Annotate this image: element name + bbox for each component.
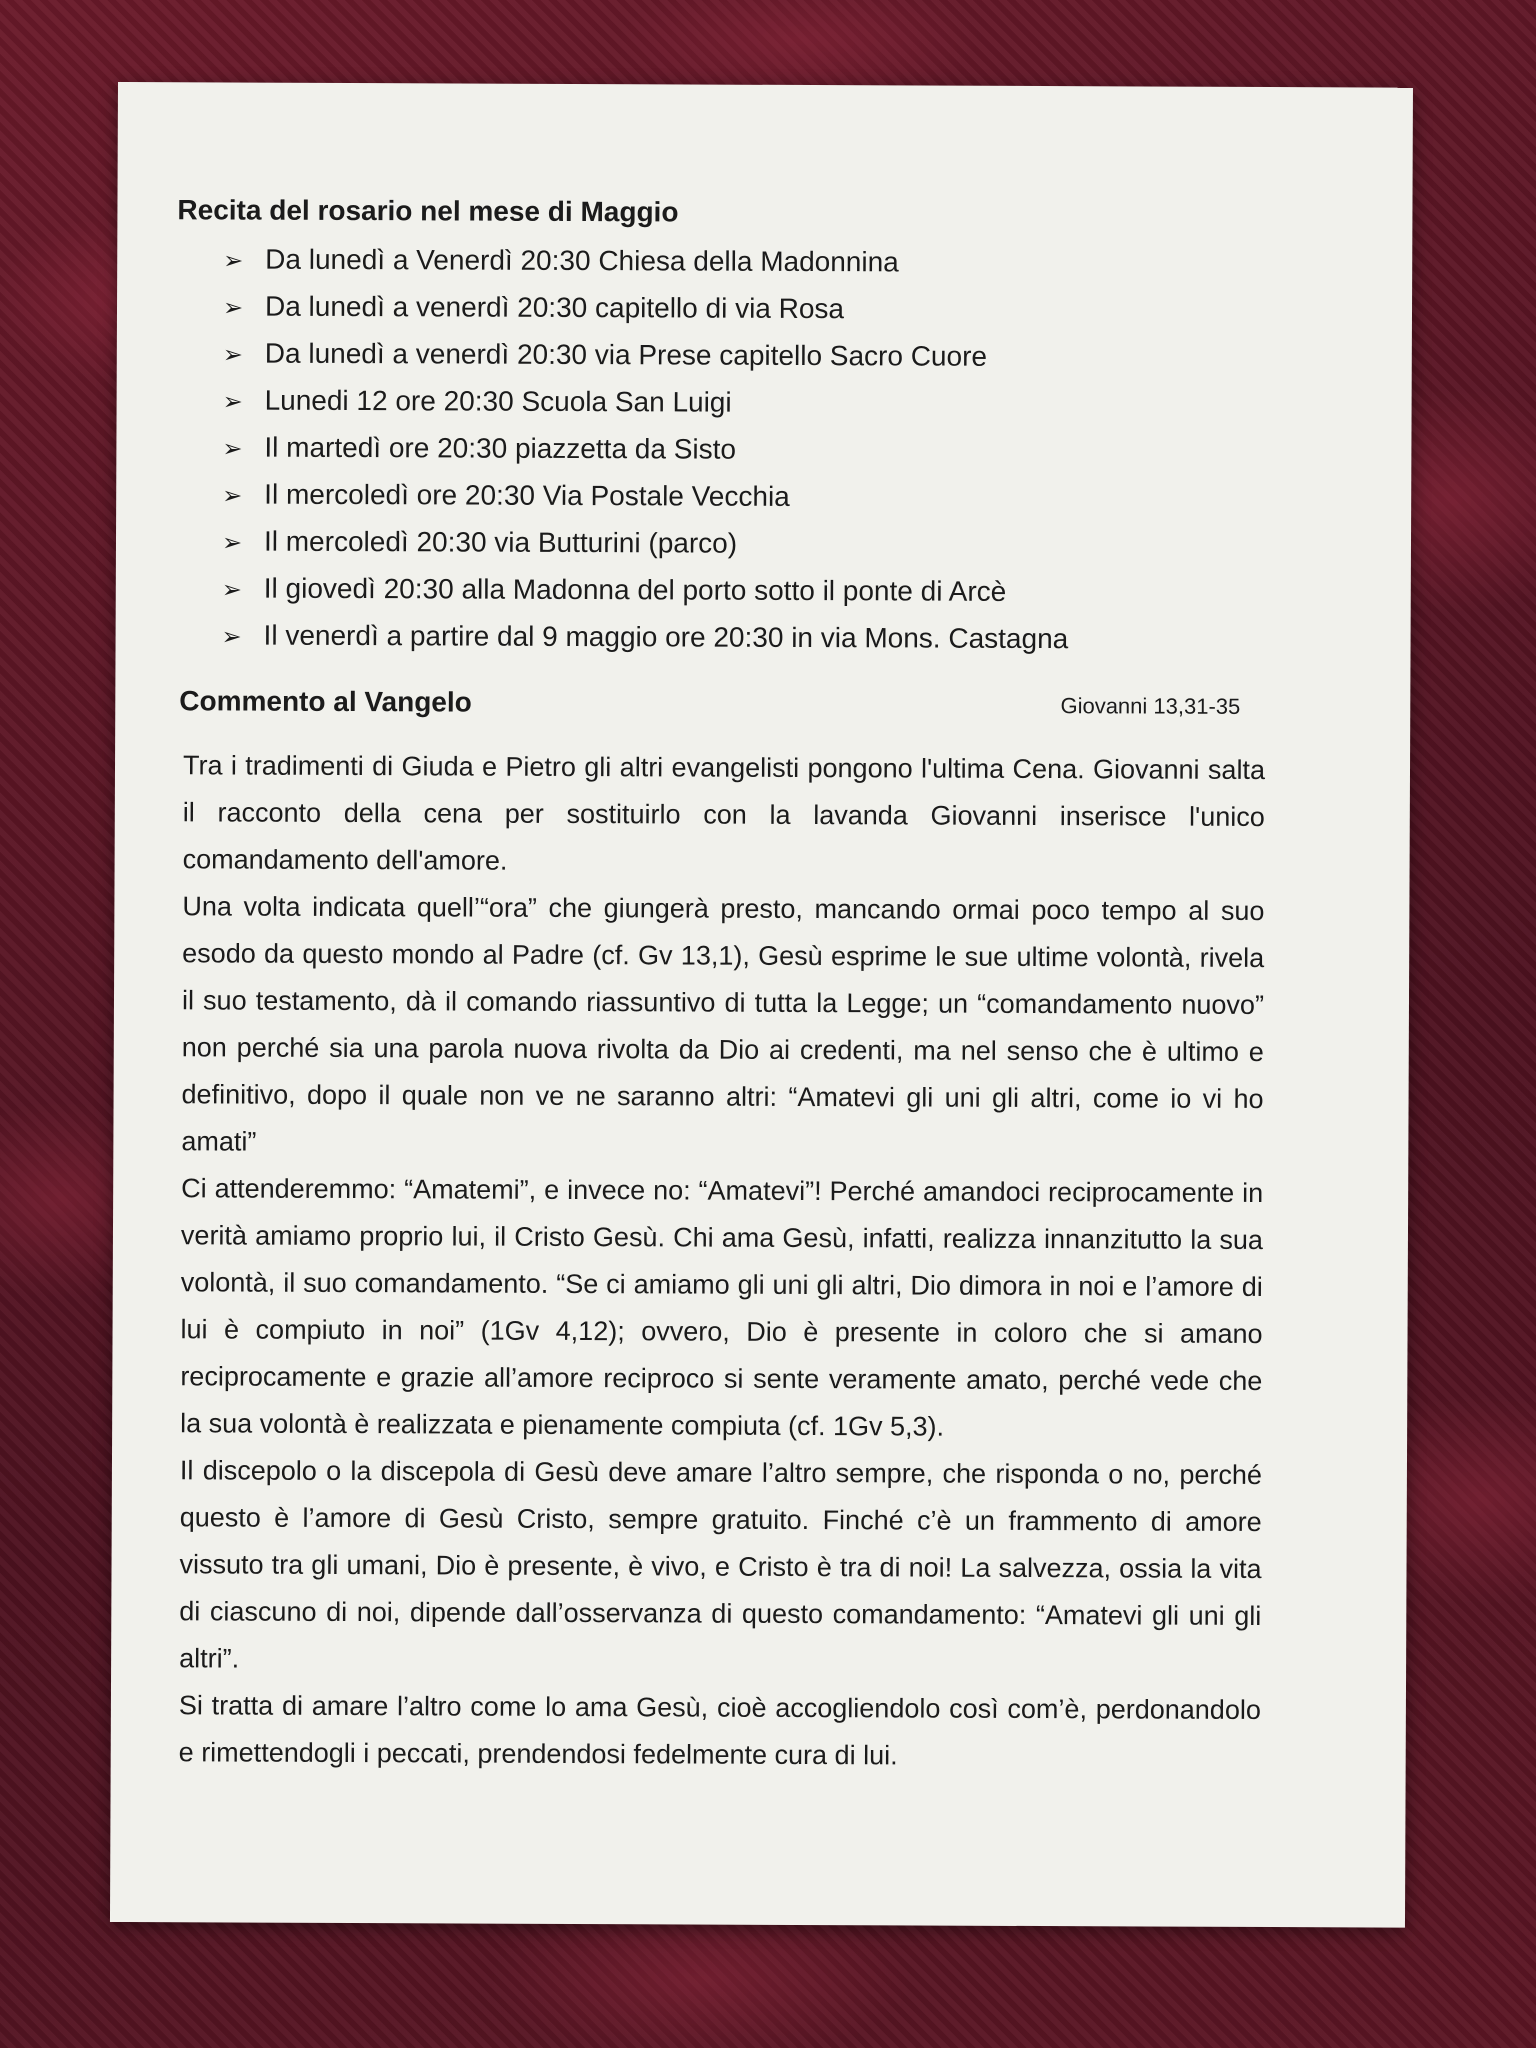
schedule-item-text: Da lunedì a Venerdì 20:30 Chiesa della Madonnina <box>265 243 899 278</box>
schedule-item <box>223 282 1070 333</box>
commentary-paragraph: Ci attenderemmo: “Amatemi”, e invece no: “Amatevi”! Perché amandoci reciprocamente in verità amiamo proprio lui, il Cristo Gesù. Chi ama Gesù, infatti, realizza innanzitutto la sua volontà, il suo comandamento. “Se ci amiamo gli uni gli altri, Dio dimora in noi e l’amore di lui è compiuto in noi” (1Gv 4,12); ovvero, Dio è presente in coloro che si amano reciprocamente e grazie all’amore reciproco si sente veramente amato, perché vede che la sua volontà è realizzata e pienamente compiuta (cf. 1Gv 5,3). <box>180 1173 1264 1442</box>
schedule-item-text: Il martedì ore 20:30 piazzetta da Sisto <box>264 431 737 465</box>
rosary-heading: Recita del rosario nel mese di Maggio <box>177 194 679 228</box>
schedule-item-text: Il venerdì a partire dal 9 maggio ore 20:30 in via Mons. Castagna <box>263 619 1069 655</box>
schedule-item-text: Il giovedì 20:30 alla Madonna del porto sotto il ponte di Arcè <box>263 572 1007 607</box>
schedule-item <box>223 376 1070 427</box>
commentary-paragraph: Il discepolo o la discepola di Gesù deve amare l’altro sempre, che risponda o no, perché questo è l’amore di Gesù Cristo, sempre gratuito. Finché c’è un frammento di amore vissuto tra gli umani, Dio è presente, è vivo, e Cristo è tra di noi! La salvezza, ossia la vita di ciascuno di noi, dipende dall’osservanza di questo comandamento: “Amatevi gli uni gli altri”. <box>179 1455 1262 1674</box>
rosary-schedule-list <box>221 235 1070 662</box>
schedule-item-text: Il mercoledì 20:30 via Butturini (parco) <box>263 525 738 559</box>
schedule-item <box>223 235 1070 286</box>
schedule-item <box>221 611 1068 662</box>
schedule-item <box>222 564 1069 615</box>
arrow-bullet-icon: ➢ <box>221 576 242 604</box>
commentary-paragraph: Tra i tradimenti di Giuda e Pietro gli altri evangelisti pongono l'ultima Cena. Giovanni salta il racconto della cena per sostituirlo con la lavanda Giovanni inserisce l'unico comandamento dell'amore. <box>182 750 1266 876</box>
gospel-commentary <box>179 742 1266 1781</box>
schedule-item <box>223 329 1070 380</box>
arrow-bullet-icon: ➢ <box>221 529 243 557</box>
arrow-bullet-icon: ➢ <box>222 435 243 463</box>
arrow-bullet-icon: ➢ <box>222 388 243 416</box>
arrow-bullet-icon: ➢ <box>223 247 244 275</box>
arrow-bullet-icon: ➢ <box>222 294 244 322</box>
gospel-reference: Giovanni 13,31-35 <box>1060 693 1241 719</box>
paper-sheet <box>110 82 1413 1928</box>
schedule-item <box>222 470 1069 521</box>
arrow-bullet-icon: ➢ <box>222 482 243 510</box>
gospel-heading: Commento al Vangelo <box>179 685 472 718</box>
commentary-paragraph: Una volta indicata quell’“ora” che giungerà presto, mancando ormai poco tempo al suo esodo da questo mondo al Padre (cf. Gv 13,1), Gesù esprime le sue ultime volontà, rivela il suo testamento, dà il comando riassuntivo di tutta la Legge; un “comandamento nuovo” non perché sia una parola nuova rivolta da Dio ai credenti, ma nel senso che è ultimo e definitivo, dopo il quale non ve ne saranno altri: “Amatevi gli uni gli altri, come io vi ho amati” <box>181 891 1265 1157</box>
arrow-bullet-icon: ➢ <box>222 341 243 369</box>
schedule-item-text: Lunedi 12 ore 20:30 Scuola San Luigi <box>264 384 732 418</box>
schedule-item-text: Da lunedì a venerdì 20:30 capitello di via Rosa <box>264 290 845 325</box>
schedule-item <box>222 517 1069 568</box>
schedule-item <box>222 423 1069 474</box>
schedule-item-text: Il mercoledì ore 20:30 Via Postale Vecchia <box>264 478 790 512</box>
commentary-paragraph: Si tratta di amare l’altro come lo ama Gesù, cioè accogliendolo così com’è, perdonandolo e rimettendogli i peccati, prendendosi fedelmente cura di lui. <box>178 1690 1261 1771</box>
schedule-item-text: Da lunedì a venerdì 20:30 via Prese capitello Sacro Cuore <box>264 337 988 372</box>
arrow-bullet-icon: ➢ <box>221 623 242 651</box>
